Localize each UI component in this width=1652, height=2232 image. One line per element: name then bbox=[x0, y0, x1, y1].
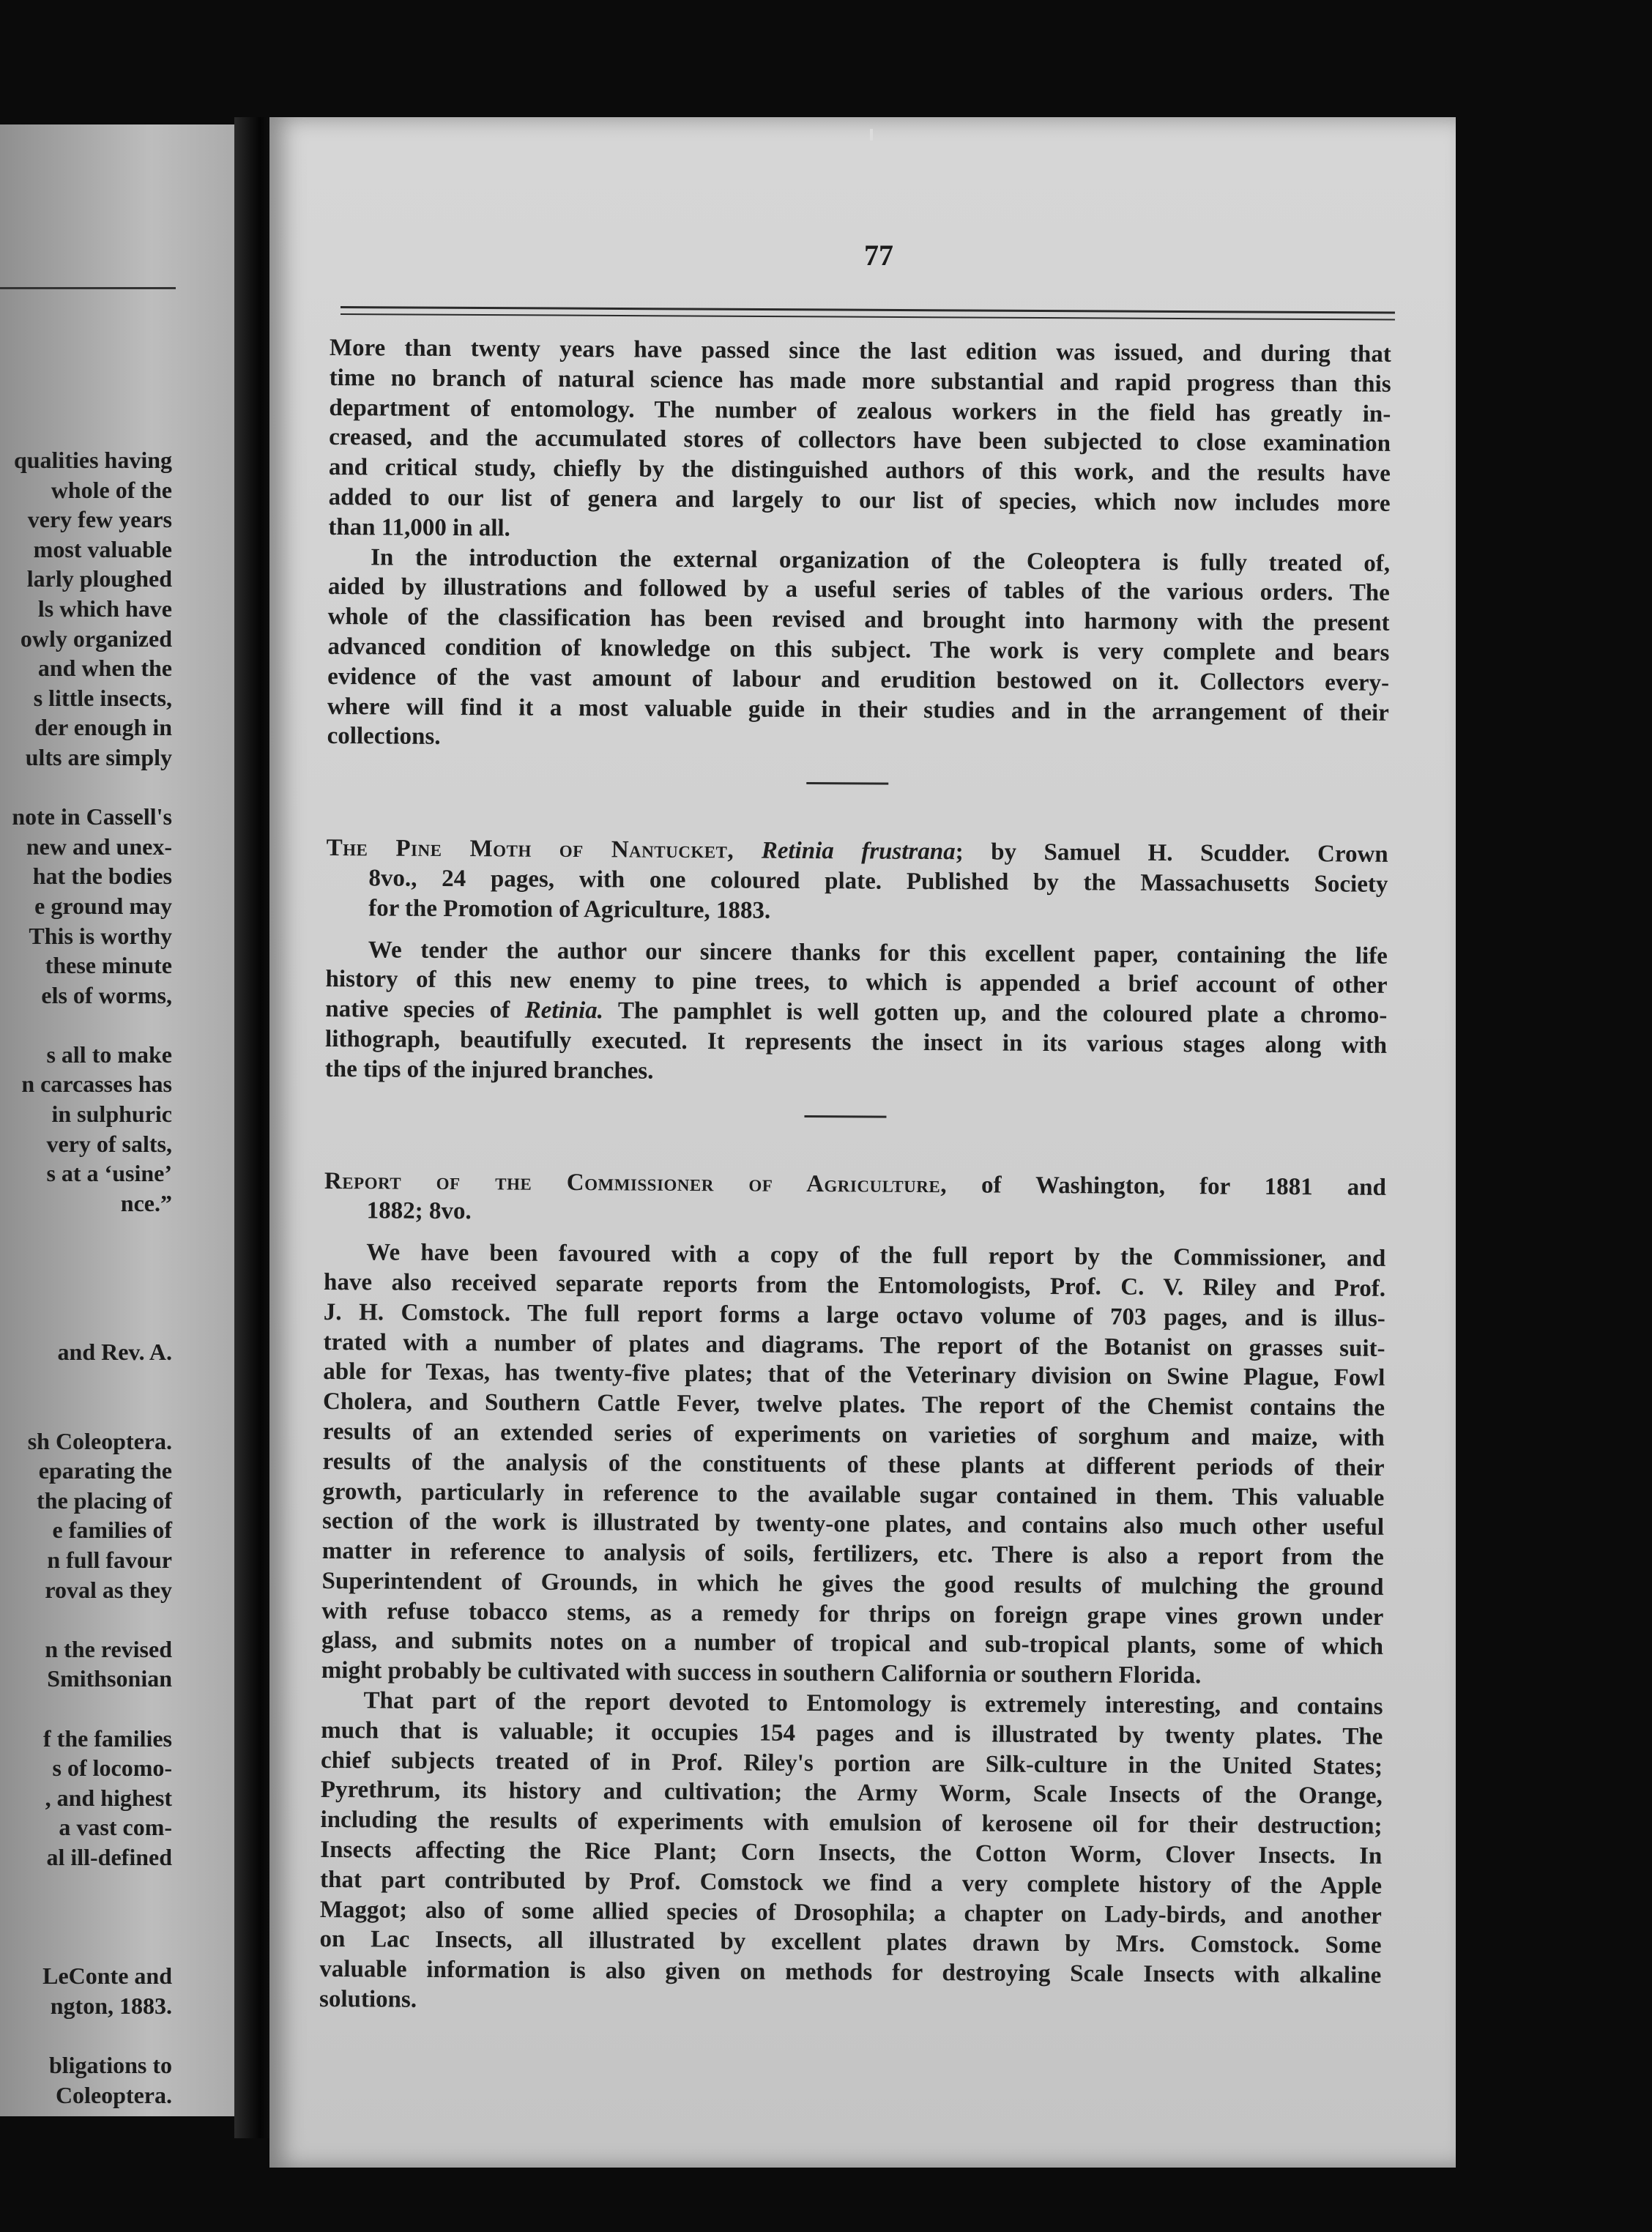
section-separator bbox=[804, 1115, 886, 1118]
text-line: In the introduction the external organization of the Coleoptera is fully treated of, bbox=[371, 543, 1391, 577]
text-line: matter in reference to analysis of soils, fertilizers, etc. There is also a report from the bbox=[321, 1538, 1384, 1571]
left-page-rule bbox=[0, 287, 176, 289]
page-text-column bbox=[319, 333, 1391, 2021]
left-page-line bbox=[0, 2020, 172, 2050]
left-page-line: very few years bbox=[27, 506, 172, 533]
left-page-line: ngton, 1883. bbox=[50, 1992, 172, 2019]
review-title-rest: ; by Samuel H. Scudder. Crown bbox=[955, 838, 1388, 868]
left-page-line: whole of the bbox=[51, 476, 172, 503]
paragraph bbox=[319, 1686, 1383, 2021]
left-page-line: ls which have bbox=[37, 595, 172, 622]
left-page-line bbox=[0, 1694, 172, 1724]
text-line: We have been favoured with a copy of the full report by the Commissioner, and bbox=[366, 1239, 1386, 1272]
left-page-line: LeConte and bbox=[42, 1963, 172, 1990]
text-line: much that is valuable; it occupies 154 pages and is illustrated by twenty plates. The bbox=[321, 1716, 1383, 1750]
separator-wrap bbox=[324, 1085, 1386, 1147]
text-line: department of entomology. The number of zealous workers in the field has greatly in- bbox=[329, 394, 1391, 428]
left-page-line: s of locomo- bbox=[52, 1755, 172, 1782]
left-page-line bbox=[0, 1604, 172, 1634]
text-line: including the results of experiments with emulsion of kerosene oil for their destruction; bbox=[320, 1807, 1383, 1840]
left-page-text bbox=[0, 445, 172, 2110]
text-line: Cholera, and Southern Cattle Fever, twelve plates. The report of the Chemist contains the bbox=[322, 1388, 1385, 1421]
left-page-fragment bbox=[0, 124, 253, 2116]
text-line: whole of the classification has been revised and brought into harmony with the present bbox=[327, 603, 1390, 637]
species-name: Retinia. bbox=[524, 997, 604, 1024]
text-line: Insects affecting the Rice Plant; Corn Insects, the Cotton Worm, Clover Insects. In bbox=[320, 1837, 1383, 1870]
review-commissioner-agriculture bbox=[319, 1167, 1386, 2021]
left-page-line: hat the bodies bbox=[32, 863, 172, 890]
paragraph bbox=[321, 1238, 1386, 1692]
left-page-line: ults are simply bbox=[25, 743, 172, 770]
left-page-line: e ground may bbox=[34, 892, 172, 919]
left-page-line: note in Cassell's bbox=[12, 803, 172, 830]
left-page-line: Smithsonian bbox=[47, 1665, 172, 1692]
left-page-line: bligations to bbox=[48, 2052, 172, 2079]
review-title: Report of the Commissioner of Agriculture, bbox=[324, 1167, 948, 1198]
text-line: than 11,000 in all. bbox=[328, 513, 510, 542]
left-page-line: Coleoptera. bbox=[55, 2081, 172, 2108]
left-page-line: n carcasses has bbox=[21, 1071, 172, 1098]
left-page-line: new and unex- bbox=[26, 833, 172, 860]
text-span: The pamphlet is well gotten up, and the coloured plate a chromo- bbox=[603, 997, 1388, 1029]
left-page-line: sh Coleoptera. bbox=[27, 1427, 172, 1454]
left-page-line bbox=[0, 1396, 172, 1426]
text-line: That part of the report devoted to Entomology is extremely interesting, and contains bbox=[363, 1687, 1383, 1720]
left-page-line: in sulphuric bbox=[51, 1101, 172, 1128]
left-page-line bbox=[0, 1010, 172, 1040]
left-page-line: eparating the bbox=[38, 1457, 172, 1484]
left-page-line bbox=[0, 1872, 172, 1902]
review-heading-line: 8vo., 24 pages, with one coloured plate. Published by the Massachusetts Society bbox=[368, 865, 1388, 898]
review-pine-moth bbox=[325, 833, 1388, 1090]
left-page-line: , and highest bbox=[45, 1784, 172, 1811]
text-line: with refuse tobacco stems, as a remedy for thrips on foreign grape vines grown under bbox=[321, 1597, 1384, 1631]
left-page-line: roval as they bbox=[45, 1576, 172, 1603]
text-line: the tips of the injured branches. bbox=[324, 1055, 654, 1085]
separator-wrap bbox=[327, 751, 1388, 814]
page-number: 77 bbox=[864, 239, 893, 272]
text-line: where will find it a most valuable guide in their studies and in the arrangement of their bbox=[327, 693, 1389, 726]
text-line: section of the work is illustrated by twenty-one plates, and contains also much other useful bbox=[321, 1508, 1385, 1541]
left-page-line: and Rev. A. bbox=[57, 1338, 172, 1365]
left-page-line bbox=[0, 1278, 172, 1308]
left-page-line: a vast com- bbox=[59, 1814, 172, 1841]
text-line: We tender the author our sincere thanks for this excellent paper, containing the life bbox=[368, 936, 1388, 970]
left-page-line: s all to make bbox=[46, 1041, 172, 1068]
review-heading-line: for the Promotion of Agriculture, 1883. bbox=[368, 895, 771, 924]
left-page-line: e families of bbox=[52, 1517, 172, 1544]
left-page-line: els of worms, bbox=[41, 981, 172, 1008]
text-line: on Lac Insects, all illustrated by excellent plates drawn by Mrs. Comstock. Some bbox=[319, 1926, 1382, 1960]
text-line: growth, particularly in reference to the available sugar contained in them. This valuable bbox=[322, 1478, 1385, 1511]
text-line: advanced condition of knowledge on this subject. The work is very complete and bears bbox=[327, 633, 1390, 666]
left-page-line: al ill-defined bbox=[46, 1843, 172, 1870]
species-name: Retinia frustrana bbox=[761, 837, 956, 866]
left-page-line bbox=[0, 1307, 172, 1337]
review-heading-line: 1882; 8vo. bbox=[366, 1197, 472, 1225]
text-line: able for Texas, has twenty-five plates; that of the Veterinary division on Swine Plague, Fowl bbox=[323, 1358, 1385, 1392]
text-line: solutions. bbox=[319, 1986, 417, 2013]
left-page-line: larly ploughed bbox=[26, 565, 172, 592]
text-line: aided by illustrations and followed by a useful series of tables of the various orders. The bbox=[327, 573, 1390, 607]
left-page-line: owly organized bbox=[20, 625, 172, 652]
text-line: added to our list of genera and largely to our list of species, which now includes more bbox=[328, 483, 1391, 517]
text-line: might probably be cultivated with success in southern California or southern Florida. bbox=[321, 1657, 1202, 1689]
left-page-line: qualities having bbox=[13, 447, 172, 473]
review-coleoptera-continued bbox=[327, 333, 1391, 758]
left-page-line: s at a ‘usine’ bbox=[46, 1160, 172, 1187]
text-line: that part contributed by Prof. Comstock we find a very complete history of the Apple bbox=[319, 1866, 1383, 1900]
text-line: results of an extended series of experiments on varieties of sorghum and maize, with bbox=[322, 1418, 1385, 1451]
text-line: valuable information is also given on methods for destroying Scale Insects with alkaline bbox=[319, 1956, 1382, 1990]
left-page-line bbox=[0, 1218, 172, 1248]
left-page-line bbox=[0, 1366, 172, 1396]
text-line: More than twenty years have passed since the last edition was issued, and during that bbox=[329, 334, 1391, 368]
text-line: Maggot; also of some allied species of Drosophila; a chapter on Lady-birds, and another bbox=[319, 1896, 1382, 1930]
text-line: history of this new enemy to pine trees, to which is appended a brief account of other bbox=[325, 966, 1388, 1000]
left-page-line: nce.” bbox=[120, 1189, 172, 1216]
left-page-line: This is worthy bbox=[29, 922, 172, 949]
text-line: time no branch of natural science has made more substantial and rapid progress than this bbox=[329, 364, 1391, 398]
text-line: evidence of the vast amount of labour and erudition bestowed on it. Collectors every- bbox=[327, 663, 1390, 696]
left-page-line: n the revised bbox=[45, 1635, 172, 1662]
text-line: trated with a number of plates and diagrams. The report of the Botanist on grasses suit- bbox=[323, 1328, 1385, 1362]
left-page-line: most valuable bbox=[33, 535, 172, 562]
text-line: have also received separate reports from the Entomologists, Prof. C. V. Riley and Prof. bbox=[323, 1268, 1386, 1302]
left-page-line bbox=[0, 1932, 172, 1962]
text-line: chief subjects treated of in Prof. Riley's portion are Silk-culture in the United States; bbox=[320, 1746, 1383, 1780]
review-title: The Pine Moth of Nantucket, bbox=[326, 835, 734, 864]
text-line: collections. bbox=[327, 723, 441, 751]
text-line: and critical study, chiefly by the distinguished authors of this work, and the results have bbox=[328, 454, 1391, 488]
dust-speck bbox=[870, 129, 873, 141]
left-page-line: very of salts, bbox=[46, 1130, 172, 1157]
left-page-line: and when the bbox=[37, 655, 172, 682]
text-line: lithograph, beautifully executed. It represents the insect in its various stages along with bbox=[325, 1025, 1388, 1059]
left-page-line: n full favour bbox=[47, 1546, 172, 1573]
left-page-line bbox=[0, 773, 172, 803]
review-title-rest: of Washington, for 1881 and bbox=[946, 1171, 1387, 1201]
text-line: Pyrethrum, its history and cultivation; the Army Worm, Scale Insects of the Orange, bbox=[320, 1777, 1383, 1810]
text-line: Superintendent of Grounds, in which he gives the good results of mulching the ground bbox=[321, 1567, 1384, 1601]
text-line: J. H. Comstock. The full report forms a large octavo volume of 703 pages, and is illus- bbox=[323, 1298, 1385, 1332]
left-page-line bbox=[0, 1248, 172, 1278]
left-page-line bbox=[0, 1902, 172, 1932]
text-line: results of the analysis of the constituents of these plants at different periods of their bbox=[322, 1448, 1385, 1481]
left-page-line: these minute bbox=[45, 952, 172, 979]
text-line: glass, and submits notes on a number of tropical and sub-tropical plants, some of which bbox=[321, 1627, 1384, 1661]
left-page-line: der enough in bbox=[34, 714, 172, 741]
left-page-line: s little insects, bbox=[33, 684, 172, 711]
left-page-line: the placing of bbox=[37, 1487, 172, 1514]
left-page-line: f the families bbox=[43, 1725, 172, 1752]
text-span: native species of bbox=[325, 996, 510, 1024]
section-separator bbox=[806, 782, 888, 785]
text-line: creased, and the accumulated stores of collectors have been subjected to close examination bbox=[329, 424, 1391, 458]
